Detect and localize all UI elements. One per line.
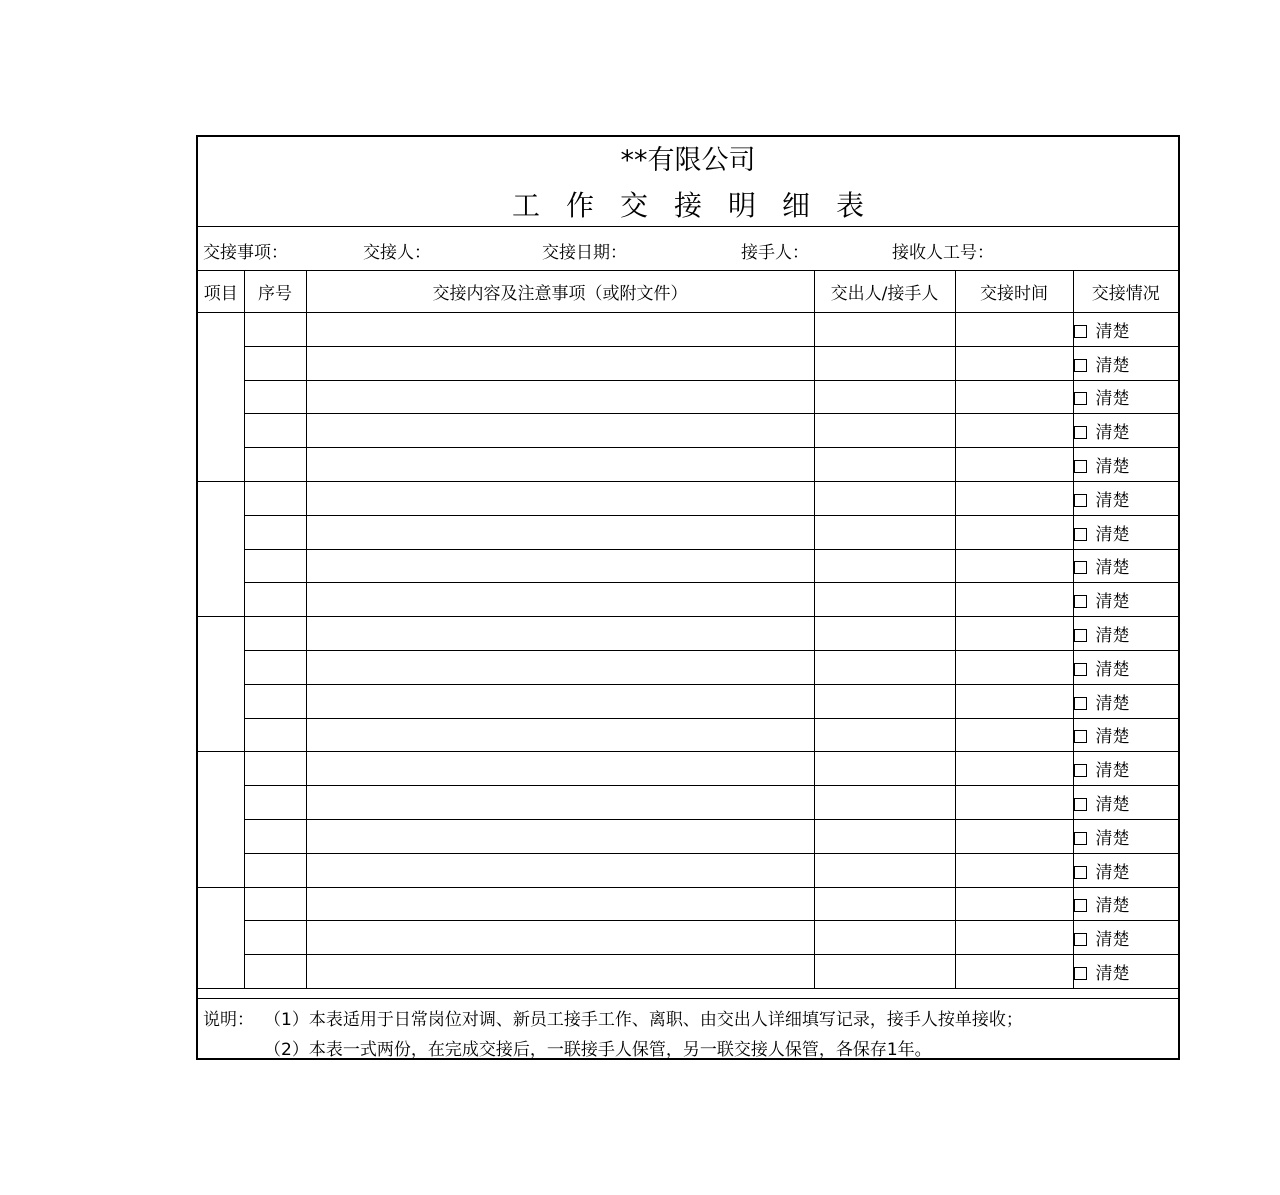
status-option-label: 清楚 <box>1095 490 1130 511</box>
status-option-label: 清楚 <box>1095 457 1130 478</box>
table-row <box>198 448 1178 482</box>
status-option-label: 清楚 <box>1095 795 1130 816</box>
content-cell[interactable] <box>306 853 814 887</box>
status-option-label: 清楚 <box>1095 659 1130 680</box>
content-cell[interactable] <box>306 583 814 617</box>
checkbox[interactable] <box>1074 798 1087 811</box>
time-cell[interactable] <box>955 346 1073 380</box>
notes-section <box>198 998 1178 1060</box>
table-row <box>198 481 1178 515</box>
persons-cell[interactable] <box>814 955 955 989</box>
item-cell[interactable] <box>198 313 244 482</box>
persons-cell[interactable] <box>814 549 955 583</box>
time-cell[interactable] <box>955 380 1073 414</box>
persons-cell[interactable] <box>814 853 955 887</box>
checkbox[interactable] <box>1074 629 1087 642</box>
table-row <box>198 955 1178 989</box>
status-cell <box>1073 955 1178 989</box>
content-cell[interactable] <box>306 718 814 752</box>
time-cell[interactable] <box>955 684 1073 718</box>
seq-cell[interactable] <box>244 786 306 820</box>
status-option-label: 清楚 <box>1095 828 1130 849</box>
table-header-row <box>198 271 1178 313</box>
content-cell[interactable] <box>306 921 814 955</box>
seq-cell[interactable] <box>244 448 306 482</box>
content-cell[interactable] <box>306 414 814 448</box>
column-header-item: 项目 <box>198 271 244 313</box>
persons-cell[interactable] <box>814 448 955 482</box>
column-header-persons: 交出人/接手人 <box>814 271 955 313</box>
column-header-status: 交接情况 <box>1073 271 1178 313</box>
time-cell[interactable] <box>955 955 1073 989</box>
checkbox[interactable] <box>1074 325 1087 338</box>
handover-table <box>198 271 1178 989</box>
status-cell <box>1073 346 1178 380</box>
persons-cell[interactable] <box>814 346 955 380</box>
time-cell[interactable] <box>955 414 1073 448</box>
persons-cell[interactable] <box>814 481 955 515</box>
content-cell[interactable] <box>306 515 814 549</box>
item-cell[interactable] <box>198 752 244 887</box>
persons-cell[interactable] <box>814 617 955 651</box>
notes-label: 说明： <box>203 1010 254 1030</box>
seq-cell[interactable] <box>244 313 306 347</box>
persons-cell[interactable] <box>814 414 955 448</box>
item-cell[interactable] <box>198 887 244 988</box>
table-row <box>198 583 1178 617</box>
seq-cell[interactable] <box>244 887 306 921</box>
seq-cell[interactable] <box>244 921 306 955</box>
status-cell <box>1073 617 1178 651</box>
table-row <box>198 853 1178 887</box>
time-cell[interactable] <box>955 718 1073 752</box>
status-cell <box>1073 786 1178 820</box>
table-row <box>198 549 1178 583</box>
status-cell <box>1073 752 1178 786</box>
status-cell <box>1073 684 1178 718</box>
item-cell[interactable] <box>198 481 244 616</box>
status-option-label: 清楚 <box>1095 862 1130 883</box>
seq-cell[interactable] <box>244 380 306 414</box>
table-row <box>198 380 1178 414</box>
status-cell <box>1073 650 1178 684</box>
time-cell[interactable] <box>955 819 1073 853</box>
time-cell[interactable] <box>955 752 1073 786</box>
status-option-label: 清楚 <box>1095 355 1130 376</box>
content-cell[interactable] <box>306 313 814 347</box>
table-row <box>198 650 1178 684</box>
seq-cell[interactable] <box>244 583 306 617</box>
checkbox[interactable] <box>1074 933 1087 946</box>
status-cell <box>1073 414 1178 448</box>
content-cell[interactable] <box>306 887 814 921</box>
table-row <box>198 887 1178 921</box>
persons-cell[interactable] <box>814 718 955 752</box>
table-row <box>198 819 1178 853</box>
status-option-label: 清楚 <box>1095 761 1130 782</box>
status-option-label: 清楚 <box>1095 592 1130 613</box>
note-line-2: （2）本表一式两份，在完成交接后，一联接手人保管，另一联交接人保管，各保存1年。 <box>264 1040 932 1060</box>
checkbox[interactable] <box>1074 899 1087 912</box>
column-header-time: 交接时间 <box>955 271 1073 313</box>
seq-cell[interactable] <box>244 853 306 887</box>
table-row <box>198 515 1178 549</box>
seq-cell[interactable] <box>244 752 306 786</box>
time-cell[interactable] <box>955 887 1073 921</box>
title-block <box>198 137 1178 227</box>
checkbox[interactable] <box>1074 359 1087 372</box>
handover-form <box>196 135 1180 1060</box>
checkbox[interactable] <box>1074 561 1087 574</box>
content-cell[interactable] <box>306 617 814 651</box>
time-cell[interactable] <box>955 313 1073 347</box>
persons-cell[interactable] <box>814 887 955 921</box>
item-cell[interactable] <box>198 617 244 752</box>
status-option-label: 清楚 <box>1095 389 1130 410</box>
table-row <box>198 346 1178 380</box>
status-cell <box>1073 819 1178 853</box>
status-cell <box>1073 583 1178 617</box>
persons-cell[interactable] <box>814 380 955 414</box>
table-row <box>198 684 1178 718</box>
status-option-label: 清楚 <box>1095 321 1130 342</box>
content-cell[interactable] <box>306 481 814 515</box>
status-cell <box>1073 313 1178 347</box>
table-row <box>198 752 1178 786</box>
checkbox[interactable] <box>1074 730 1087 743</box>
checkbox[interactable] <box>1074 460 1087 473</box>
persons-cell[interactable] <box>814 583 955 617</box>
content-cell[interactable] <box>306 819 814 853</box>
seq-cell[interactable] <box>244 617 306 651</box>
checkbox[interactable] <box>1074 426 1087 439</box>
status-cell <box>1073 380 1178 414</box>
seq-cell[interactable] <box>244 718 306 752</box>
info-row <box>198 227 1178 271</box>
status-cell <box>1073 448 1178 482</box>
time-cell[interactable] <box>955 786 1073 820</box>
content-cell[interactable] <box>306 650 814 684</box>
content-cell[interactable] <box>306 346 814 380</box>
checkbox[interactable] <box>1074 663 1087 676</box>
checkbox[interactable] <box>1074 494 1087 507</box>
table-row <box>198 786 1178 820</box>
status-cell <box>1073 887 1178 921</box>
receiver-label: 接手人： <box>741 243 809 263</box>
time-cell[interactable] <box>955 853 1073 887</box>
status-cell <box>1073 921 1178 955</box>
seq-cell[interactable] <box>244 414 306 448</box>
persons-cell[interactable] <box>814 313 955 347</box>
status-cell <box>1073 481 1178 515</box>
seq-cell[interactable] <box>244 650 306 684</box>
persons-cell[interactable] <box>814 684 955 718</box>
status-option-label: 清楚 <box>1095 626 1130 647</box>
table-row <box>198 313 1178 347</box>
seq-cell[interactable] <box>244 819 306 853</box>
checkbox[interactable] <box>1074 832 1087 845</box>
status-option-label: 清楚 <box>1095 558 1130 579</box>
handover-date-label: 交接日期： <box>542 243 627 263</box>
checkbox[interactable] <box>1074 764 1087 777</box>
content-cell[interactable] <box>306 549 814 583</box>
receiver-id-label: 接收人工号： <box>892 243 994 263</box>
checkbox[interactable] <box>1074 967 1087 980</box>
table-row <box>198 921 1178 955</box>
status-option-label: 清楚 <box>1095 896 1130 917</box>
status-option-label: 清楚 <box>1095 727 1130 748</box>
content-cell[interactable] <box>306 684 814 718</box>
time-cell[interactable] <box>955 515 1073 549</box>
time-cell[interactable] <box>955 650 1073 684</box>
time-cell[interactable] <box>955 448 1073 482</box>
checkbox[interactable] <box>1074 392 1087 405</box>
content-cell[interactable] <box>306 786 814 820</box>
content-cell[interactable] <box>306 380 814 414</box>
seq-cell[interactable] <box>244 684 306 718</box>
handover-person-label: 交接人： <box>363 243 431 263</box>
checkbox[interactable] <box>1074 866 1087 879</box>
seq-cell[interactable] <box>244 955 306 989</box>
time-cell[interactable] <box>955 921 1073 955</box>
content-cell[interactable] <box>306 448 814 482</box>
persons-cell[interactable] <box>814 819 955 853</box>
checkbox[interactable] <box>1074 595 1087 608</box>
table-row <box>198 414 1178 448</box>
matter-label: 交接事项： <box>203 243 288 263</box>
time-cell[interactable] <box>955 549 1073 583</box>
status-option-label: 清楚 <box>1095 930 1130 951</box>
note-line-1: （1）本表适用于日常岗位对调、新员工接手工作、离职、由交出人详细填写记录，接手人按单接收； <box>264 1010 1023 1030</box>
status-option-label: 清楚 <box>1095 964 1130 985</box>
seq-cell[interactable] <box>244 481 306 515</box>
status-cell <box>1073 549 1178 583</box>
time-cell[interactable] <box>955 583 1073 617</box>
company-name: **有限公司 <box>620 145 756 176</box>
checkbox[interactable] <box>1074 528 1087 541</box>
column-header-seq: 序号 <box>244 271 306 313</box>
persons-cell[interactable] <box>814 752 955 786</box>
status-cell <box>1073 853 1178 887</box>
persons-cell[interactable] <box>814 786 955 820</box>
table-row <box>198 718 1178 752</box>
seq-cell[interactable] <box>244 346 306 380</box>
time-cell[interactable] <box>955 617 1073 651</box>
persons-cell[interactable] <box>814 515 955 549</box>
content-cell[interactable] <box>306 955 814 989</box>
persons-cell[interactable] <box>814 921 955 955</box>
checkbox[interactable] <box>1074 697 1087 710</box>
form-title: 工作交接明细表 <box>511 189 890 222</box>
column-header-content: 交接内容及注意事项（或附文件） <box>306 271 814 313</box>
status-cell <box>1073 718 1178 752</box>
seq-cell[interactable] <box>244 515 306 549</box>
seq-cell[interactable] <box>244 549 306 583</box>
content-cell[interactable] <box>306 752 814 786</box>
table-body <box>198 313 1178 989</box>
status-option-label: 清楚 <box>1095 693 1130 714</box>
status-option-label: 清楚 <box>1095 423 1130 444</box>
status-option-label: 清楚 <box>1095 524 1130 545</box>
persons-cell[interactable] <box>814 650 955 684</box>
time-cell[interactable] <box>955 481 1073 515</box>
status-cell <box>1073 515 1178 549</box>
table-row <box>198 617 1178 651</box>
